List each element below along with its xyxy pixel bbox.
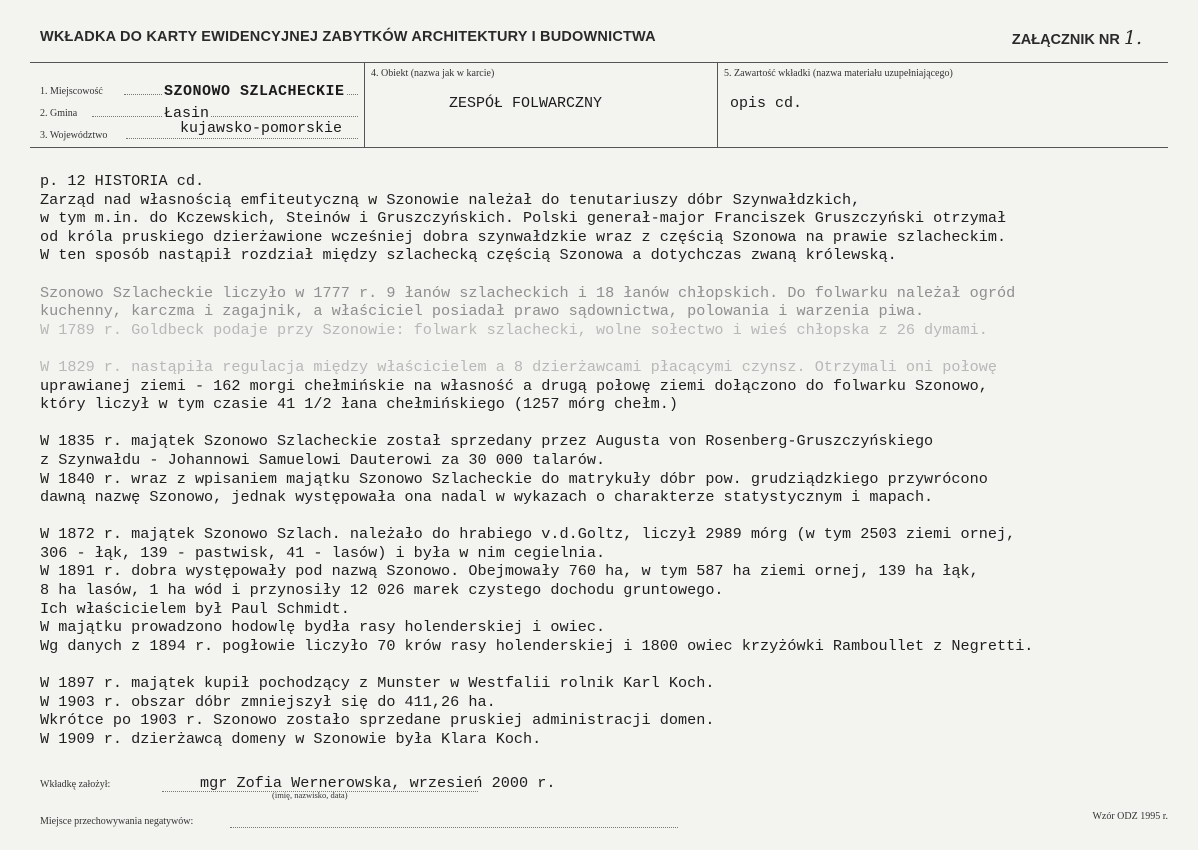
text-line: W 1903 r. obszar dóbr zmniejszył się do 411,26 ha. bbox=[40, 692, 496, 711]
author-label: Wkładkę założył: bbox=[40, 779, 111, 790]
author-hint: (imię, nazwisko, data) bbox=[272, 790, 348, 800]
negatives-label: Miejsce przechowywania negatywów: bbox=[40, 816, 194, 827]
text-line: Zarząd nad własnością emfiteutyczną w Szonowie należał do tenutariuszy dóbr Szynwałdzkich, bbox=[40, 190, 861, 209]
commune-label: 2. Gmina bbox=[40, 108, 78, 119]
text-line: Szonowo Szlacheckie liczyło w 1777 r. 9 łanów szlacheckich i 18 łanów chłopskich. Do folwarku należał ogród bbox=[40, 283, 1016, 302]
form-code: Wzór ODZ 1995 r. bbox=[1092, 811, 1168, 822]
paragraph bbox=[40, 284, 1180, 340]
text-line: W 1840 r. wraz z wpisaniem majątku Szonowo Szlacheckie do matrykuły dóbr pow. grudziądzkiego przywrócono bbox=[40, 469, 988, 488]
paragraph bbox=[40, 172, 1180, 265]
text-line: W ten sposób nastąpił rozdział między szlachecką częścią Szonowa a dotychczas zwaną królewską. bbox=[40, 246, 897, 265]
dotted-line bbox=[126, 138, 358, 139]
text-line: p. 12 HISTORIA cd. bbox=[40, 172, 205, 190]
commune-value: Łasin bbox=[162, 105, 211, 119]
paragraph bbox=[40, 432, 1180, 506]
text-line: Wkrótce po 1903 r. Szonowo zostało sprzedane pruskiej administracji domen. bbox=[40, 711, 715, 730]
dotted-line bbox=[230, 827, 678, 828]
text-line: dawną nazwę Szonowo, jednak występowała ona nadal w wykazach o charakterze statystycznym i mapach. bbox=[40, 488, 934, 507]
author-field bbox=[40, 770, 640, 800]
header-fields bbox=[30, 62, 1168, 148]
locality-field bbox=[40, 77, 358, 97]
text-line: W 1891 r. dobra występowały pod nazwą Szonowo. Obejmowały 760 ha, w tym 587 ha ziemi ornej, 139 ha łąk, bbox=[40, 562, 979, 581]
text-line: W 1872 r. majątek Szonowo Szlach. należało do hrabiego v.d.Goltz, liczył 2989 mórg (w tym 2503 ziemi ornej, bbox=[40, 525, 1016, 544]
text-line: W 1909 r. dzierżawcą domeny w Szonowie była Klara Koch. bbox=[40, 729, 542, 748]
text-line: Wg danych z 1894 r. pogłowie liczyło 70 krów rasy holenderskiej i 1800 owiec krzyżówki Ramboullet z Negretti. bbox=[40, 636, 1034, 655]
text-line: 8 ha lasów, 1 ha wód i przynosiły 12 026 marek czystego dochodu gruntowego. bbox=[40, 581, 724, 600]
history-text bbox=[40, 172, 1180, 748]
text-line: W 1897 r. majątek kupił pochodzący z Munster w Westfalii rolnik Karl Koch. bbox=[40, 674, 715, 693]
text-line: W 1829 r. nastąpiła regulacja między właścicielem a 8 dzierżawcami płacącymi czynsz. Otrzymali oni połowę bbox=[40, 357, 997, 376]
voivodeship-field bbox=[40, 121, 358, 141]
text-line: kuchenny, karczma i zagajnik, a właściciel posiadał prawo sądownictwa, polowania i warzenia piwa. bbox=[40, 302, 925, 321]
annex-label bbox=[1012, 27, 1142, 49]
text-line: od króla pruskiego dzierżawione wcześniej dobra szynwałdzkie wraz z częścią Szonowa na prawie szlacheckim. bbox=[40, 227, 1007, 246]
contents-box bbox=[717, 63, 1168, 147]
contents-value: opis cd. bbox=[730, 95, 803, 112]
annex-label-text: ZAŁĄCZNIK NR bbox=[1011, 32, 1120, 48]
object-box bbox=[364, 63, 717, 147]
commune-field bbox=[40, 99, 358, 119]
negatives-field bbox=[40, 816, 680, 832]
author-value: mgr Zofia Wernerowska, wrzesień 2000 r. bbox=[200, 774, 556, 792]
locality-label: 1. Miejscowość bbox=[40, 86, 103, 97]
voivodeship-label: 3. Województwo bbox=[40, 130, 108, 141]
location-box bbox=[30, 63, 364, 147]
text-line: W majątku prowadzono hodowlę bydła rasy holenderskiej i owiec. bbox=[40, 618, 606, 637]
text-line: który liczył w tym czasie 41 1/2 łana chełmińskiego (1257 mórg chełm.) bbox=[40, 395, 678, 414]
object-label: 4. Obiekt (nazwa jak w karcie) bbox=[371, 68, 495, 79]
annex-number: 1. bbox=[1123, 27, 1142, 49]
text-line: z Szynwałdu - Johannowi Samuelowi Dauterowi za 30 000 talarów. bbox=[40, 450, 606, 469]
text-line: W 1835 r. majątek Szonowo Szlacheckie został sprzedany przez Augusta von Rosenberg-Gruszczyńskiego bbox=[40, 432, 934, 451]
paragraph bbox=[40, 525, 1180, 655]
paragraph bbox=[40, 674, 1180, 748]
text-line: uprawianej ziemi - 162 morgi chełmińskie na własność a drugą połowę ziemi dołączono do folwarku Szonowo, bbox=[40, 376, 988, 395]
dotted-line bbox=[92, 116, 358, 117]
text-line: w tym m.in. do Kczewskich, Steinów i Gruszczyńskich. Polski generał-major Franciszek Gruszczyński otrzymał bbox=[40, 209, 1007, 228]
locality-value: SZONOWO SZLACHECKIE bbox=[162, 83, 347, 97]
text-line: W 1789 r. Goldbeck podaje przy Szonowie: folwark szlachecki, wolne sołectwo i wieś chłopska z 26 dymami. bbox=[40, 320, 988, 339]
text-line: Ich właścicielem był Paul Schmidt. bbox=[40, 599, 350, 618]
form-title: WKŁADKA DO KARTY EWIDENCYJNEJ ZABYTKÓW ARCHITEKTURY I BUDOWNICTWA bbox=[40, 29, 656, 45]
object-value: ZESPÓŁ FOLWARCZNY bbox=[449, 95, 603, 112]
contents-label: 5. Zawartość wkładki (nazwa materiału uzupełniającego) bbox=[724, 68, 953, 79]
voivodeship-value: kujawsko-pomorskie bbox=[180, 121, 343, 137]
paragraph bbox=[40, 358, 1180, 414]
text-line: 306 - łąk, 139 - pastwisk, 41 - lasów) i była w nim cegielnia. bbox=[40, 543, 606, 562]
